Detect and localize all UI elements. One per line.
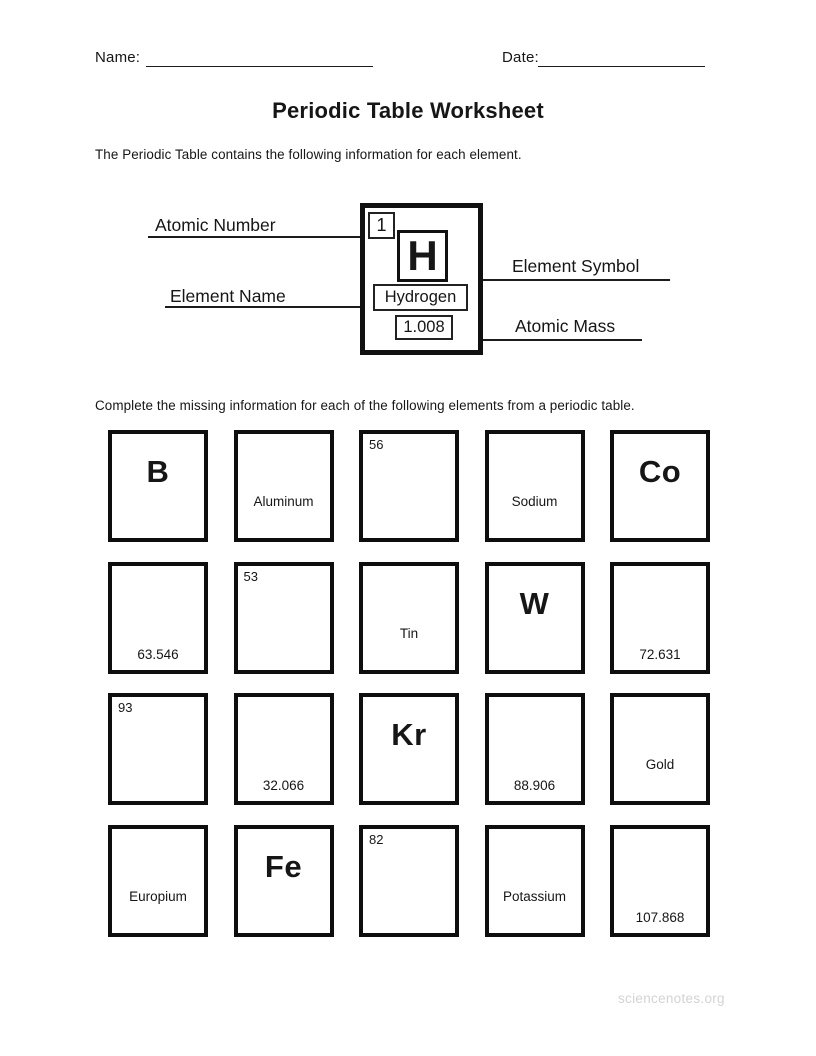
element-name: Aluminum xyxy=(253,494,314,509)
element-box xyxy=(108,562,208,674)
element-box xyxy=(485,825,585,937)
atomic-number: 53 xyxy=(243,568,258,584)
date-blank-line xyxy=(538,66,705,67)
name-field-label: Name: xyxy=(95,49,141,66)
atomic-number-label: Atomic Number xyxy=(155,215,276,235)
element-name: Gold xyxy=(645,757,675,772)
element-box xyxy=(485,430,585,542)
element-box xyxy=(359,430,459,542)
atomic-mass: 72.631 xyxy=(639,646,681,662)
example-atomic-number: 1 xyxy=(376,215,387,235)
atomic-mass: 107.868 xyxy=(635,909,685,925)
element-box xyxy=(485,562,585,674)
element-symbol: Co xyxy=(638,454,682,489)
element-box xyxy=(234,825,334,937)
element-box xyxy=(610,825,710,937)
element-box xyxy=(108,825,208,937)
date-field-label: Date: xyxy=(502,49,539,66)
example-symbol-box xyxy=(397,230,448,282)
element-box xyxy=(485,693,585,805)
element-name: Potassium xyxy=(502,888,567,904)
example-name-box xyxy=(373,284,468,311)
site-credit: sciencenotes.org xyxy=(618,991,725,1006)
example-name: Hydrogen xyxy=(384,288,457,306)
element-box xyxy=(359,562,459,674)
element-box xyxy=(234,693,334,805)
element-name: Tin xyxy=(399,625,419,641)
atomic-mass-label: Atomic Mass xyxy=(515,316,616,336)
element-name-label: Element Name xyxy=(170,286,286,306)
element-symbol: W xyxy=(519,585,550,621)
element-symbol: B xyxy=(146,454,170,489)
example-symbol: H xyxy=(407,232,438,279)
element-box xyxy=(108,430,208,542)
element-box xyxy=(359,693,459,805)
element-box xyxy=(610,562,710,674)
name-blank-line xyxy=(146,66,373,67)
atomic-mass: 32.066 xyxy=(262,778,305,793)
element-box xyxy=(234,430,334,542)
atomic-number-pointer-line xyxy=(148,236,370,238)
example-atomic-number-box xyxy=(368,212,395,239)
instruction-text: Complete the missing information for each of the following elements from a periodic table. xyxy=(95,398,635,413)
atomic-number: 93 xyxy=(118,700,133,715)
example-mass: 1.008 xyxy=(403,318,445,336)
element-box xyxy=(610,430,710,542)
example-mass-box xyxy=(395,315,453,340)
element-name: Sodium xyxy=(511,494,558,509)
atomic-mass: 63.546 xyxy=(137,646,179,662)
atomic-mass: 88.906 xyxy=(513,778,556,793)
element-box xyxy=(610,693,710,805)
atomic-mass-pointer-line xyxy=(480,339,642,341)
page-title: Periodic Table Worksheet xyxy=(272,98,544,123)
intro-text: The Periodic Table contains the following information for each element. xyxy=(95,147,522,162)
atomic-number: 56 xyxy=(369,437,384,452)
element-box xyxy=(108,693,208,805)
atomic-number: 82 xyxy=(369,831,384,847)
element-box xyxy=(234,562,334,674)
element-name: Europium xyxy=(129,888,187,904)
element-box xyxy=(359,825,459,937)
element-symbol: Fe xyxy=(264,848,303,884)
element-symbol-label: Element Symbol xyxy=(512,256,640,276)
element-grid xyxy=(108,430,710,937)
element-symbol-pointer-line xyxy=(480,279,670,281)
element-symbol: Kr xyxy=(391,717,427,752)
